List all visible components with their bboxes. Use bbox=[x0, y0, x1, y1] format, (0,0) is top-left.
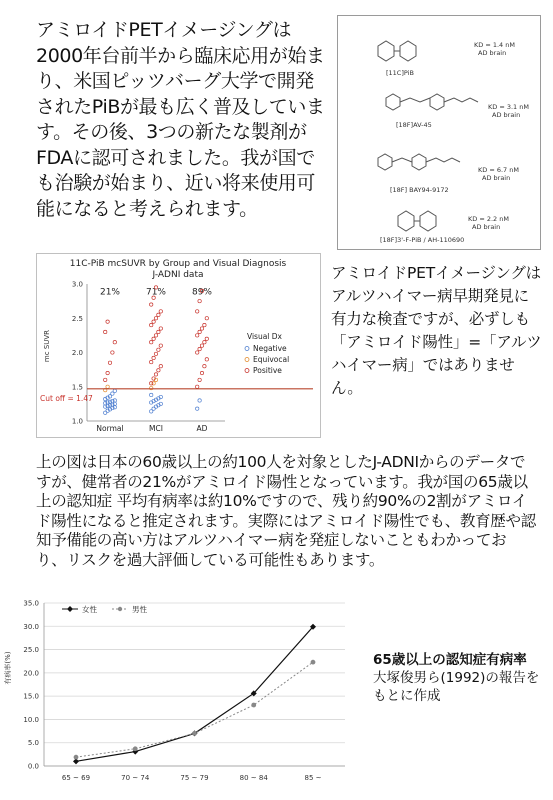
pib-data-point bbox=[108, 361, 111, 364]
pib-data-point bbox=[203, 323, 206, 326]
compound-name: [11C]PiB bbox=[386, 69, 414, 77]
prev-data-point bbox=[192, 731, 197, 736]
pib-x-tick-label: MCI bbox=[149, 424, 163, 433]
prev-data-point bbox=[133, 746, 138, 751]
pib-legend-marker bbox=[245, 369, 249, 373]
prev-x-tick-label: 75 ~ 79 bbox=[180, 774, 209, 782]
pib-data-point bbox=[157, 369, 160, 372]
prev-x-tick-label: 70 ~ 74 bbox=[121, 774, 150, 782]
pib-data-point bbox=[205, 337, 208, 340]
pib-data-point bbox=[196, 407, 199, 410]
prev-y-tick-label: 15.0 bbox=[23, 692, 39, 701]
pib-data-point bbox=[159, 327, 162, 330]
pib-legend-label: Positive bbox=[253, 366, 282, 375]
prev-legend-marker bbox=[118, 607, 122, 611]
compound-name: [18F]AV-45 bbox=[396, 121, 432, 129]
pib-data-point bbox=[198, 347, 201, 350]
pib-data-point bbox=[154, 352, 157, 355]
pib-y-tick-label: 2.5 bbox=[71, 314, 83, 323]
compound-kd: KD = 3.1 nM bbox=[488, 103, 529, 111]
pib-y-tick-label: 3.0 bbox=[71, 280, 83, 289]
pib-data-point bbox=[196, 310, 199, 313]
compound-name: [18F]3'-F-PiB / AH-110690 bbox=[380, 236, 465, 244]
compound-name: [18F] BAY94-9172 bbox=[390, 186, 449, 194]
prev-data-point bbox=[311, 660, 316, 665]
prev-data-point bbox=[74, 755, 79, 760]
pib-data-point bbox=[157, 330, 160, 333]
pib-data-point bbox=[106, 385, 109, 388]
prev-x-tick-label: 65 ~ 69 bbox=[61, 774, 91, 782]
pib-data-point bbox=[198, 330, 201, 333]
pib-legend-title: Visual Dx bbox=[247, 332, 282, 341]
prev-y-tick-label: 35.0 bbox=[23, 599, 39, 608]
note-paragraph: アミロイドPETイメージングはアルツハイマー病早期発見に有力な検査ですが、必ずしも「アミロイド陽性」=「アルツハイマー病」ではありません。 bbox=[331, 264, 542, 397]
prev-series-line bbox=[76, 627, 313, 762]
pib-data-point bbox=[152, 337, 155, 340]
pib-x-tick-label: Normal bbox=[96, 424, 124, 433]
compound-kd: KD = 6.7 nM bbox=[478, 166, 519, 174]
pib-data-point bbox=[198, 299, 201, 302]
prev-legend-label: 男性 bbox=[132, 605, 147, 614]
pib-data-point bbox=[111, 351, 114, 354]
pib-data-point bbox=[113, 341, 116, 344]
prev-y-tick-label: 10.0 bbox=[23, 715, 39, 724]
pib-data-point bbox=[203, 365, 206, 368]
compound-tissue: AD brain bbox=[478, 49, 507, 57]
compound-kd: KD = 1.4 nM bbox=[474, 41, 515, 49]
pib-percent-label: 21% bbox=[99, 287, 121, 298]
chemical-structures bbox=[338, 16, 540, 249]
pib-data-point bbox=[152, 356, 155, 359]
prev-y-tick-label: 25.0 bbox=[23, 646, 39, 655]
pib-data-point bbox=[150, 382, 153, 385]
pib-data-point bbox=[150, 303, 153, 306]
prev-y-tick-label: 0.0 bbox=[27, 762, 39, 771]
pib-data-point bbox=[200, 344, 203, 347]
prev-x-tick-label: 85 ~ bbox=[304, 774, 322, 782]
pib-data-point bbox=[205, 358, 208, 361]
pib-data-point bbox=[196, 385, 199, 388]
pib-data-point bbox=[152, 320, 155, 323]
prevalence-chart bbox=[0, 588, 365, 798]
pib-percent-label: 89% bbox=[191, 287, 213, 298]
pib-data-point bbox=[104, 330, 107, 333]
pib-data-point bbox=[159, 365, 162, 368]
body-paragraph: 上の図は日本の60歳以上の約100人を対象としたJ-ADNIからのデータですが、健常者の21%がアミロイド陽性となっています。我が国の65歳以上の認知症 平均有病率は約10%ですので、残り約90%の2割がアミロイド陽性になると推定されます。実際にはアミロイド陽性でも、教育歴や認知予備能の高い方はアルツハイマー病を発症しないこともわかっており、リスクを過大評価している可能性もあります。 bbox=[36, 453, 536, 569]
pib-data-point bbox=[200, 371, 203, 374]
pib-data-point bbox=[150, 393, 153, 396]
pib-y-tick-label: 1.0 bbox=[71, 417, 83, 426]
pib-suvr-chart bbox=[37, 254, 320, 437]
prev-legend-label: 女性 bbox=[82, 605, 97, 614]
pib-legend-marker bbox=[245, 358, 249, 362]
structures-figure bbox=[337, 15, 541, 250]
pib-percent-label: 71% bbox=[145, 287, 167, 298]
pib-data-point bbox=[106, 371, 109, 374]
pib-chart-title: 11C-PiB mcSUVR by Group and Visual Diagnosis bbox=[69, 259, 287, 269]
prevalence-caption-title: 65歳以上の認知症有病率 bbox=[373, 652, 527, 668]
prevalence-caption bbox=[373, 651, 548, 705]
prevalence-caption-source: 大塚俊男ら(1992)の報告をもとに作成 bbox=[373, 670, 540, 704]
pib-data-point bbox=[198, 378, 201, 381]
prev-y-axis-label: 有病率(%) bbox=[4, 651, 12, 685]
pib-data-point bbox=[159, 310, 162, 313]
pib-data-point bbox=[205, 317, 208, 320]
prev-y-tick-label: 5.0 bbox=[27, 739, 39, 748]
pib-data-point bbox=[150, 360, 153, 363]
pib-legend-label: Negative bbox=[253, 344, 287, 353]
intro-paragraph: アミロイドPETイメージングは2000年台前半から臨床応用が始まり、米国ピッツバーグ大学で開発されたPiBが最も広く普及しています。その後、3つの新たな製剤がFDAに認可されました。我が国でも治験が始まり、近い将来使用可能になると考えられます。 bbox=[36, 19, 325, 220]
prev-y-tick-label: 20.0 bbox=[23, 669, 39, 678]
pib-data-point bbox=[196, 351, 199, 354]
pib-data-point bbox=[154, 334, 157, 337]
pib-data-point bbox=[157, 313, 160, 316]
pib-chart-subtitle: J-ADNI data bbox=[152, 270, 204, 280]
pib-data-point bbox=[203, 341, 206, 344]
prev-x-tick-label: 80 ~ 84 bbox=[239, 774, 268, 782]
pib-data-point bbox=[154, 373, 157, 376]
pib-data-point bbox=[106, 320, 109, 323]
compound-kd: KD = 2.2 nM bbox=[468, 215, 509, 223]
pib-y-axis-label: mc SUVR bbox=[43, 329, 51, 363]
pib-cutoff-label: Cut off = 1.47 bbox=[40, 393, 93, 403]
prev-legend-marker bbox=[67, 606, 73, 612]
pib-y-tick-label: 1.5 bbox=[71, 383, 83, 392]
pib-data-point bbox=[157, 348, 160, 351]
pib-legend-label: Equivocal bbox=[253, 355, 290, 364]
pib-data-point bbox=[159, 344, 162, 347]
pib-legend-marker bbox=[245, 347, 249, 351]
compound-tissue: AD brain bbox=[472, 223, 501, 231]
pib-data-point bbox=[154, 317, 157, 320]
compound-tissue: AD brain bbox=[482, 174, 511, 182]
pib-x-tick-label: AD bbox=[196, 424, 208, 433]
pib-y-tick-label: 2.0 bbox=[71, 349, 83, 357]
compound-tissue: AD brain bbox=[492, 111, 521, 119]
pib-data-point bbox=[196, 334, 199, 337]
prev-y-tick-label: 30.0 bbox=[23, 622, 39, 631]
pib-data-point bbox=[150, 323, 153, 326]
pib-chart-frame bbox=[36, 253, 321, 438]
pib-data-point bbox=[200, 327, 203, 330]
pib-data-point bbox=[150, 341, 153, 344]
pib-data-point bbox=[198, 399, 201, 402]
pib-data-point bbox=[113, 389, 116, 392]
prev-data-point bbox=[251, 703, 256, 708]
pib-data-point bbox=[104, 378, 107, 381]
